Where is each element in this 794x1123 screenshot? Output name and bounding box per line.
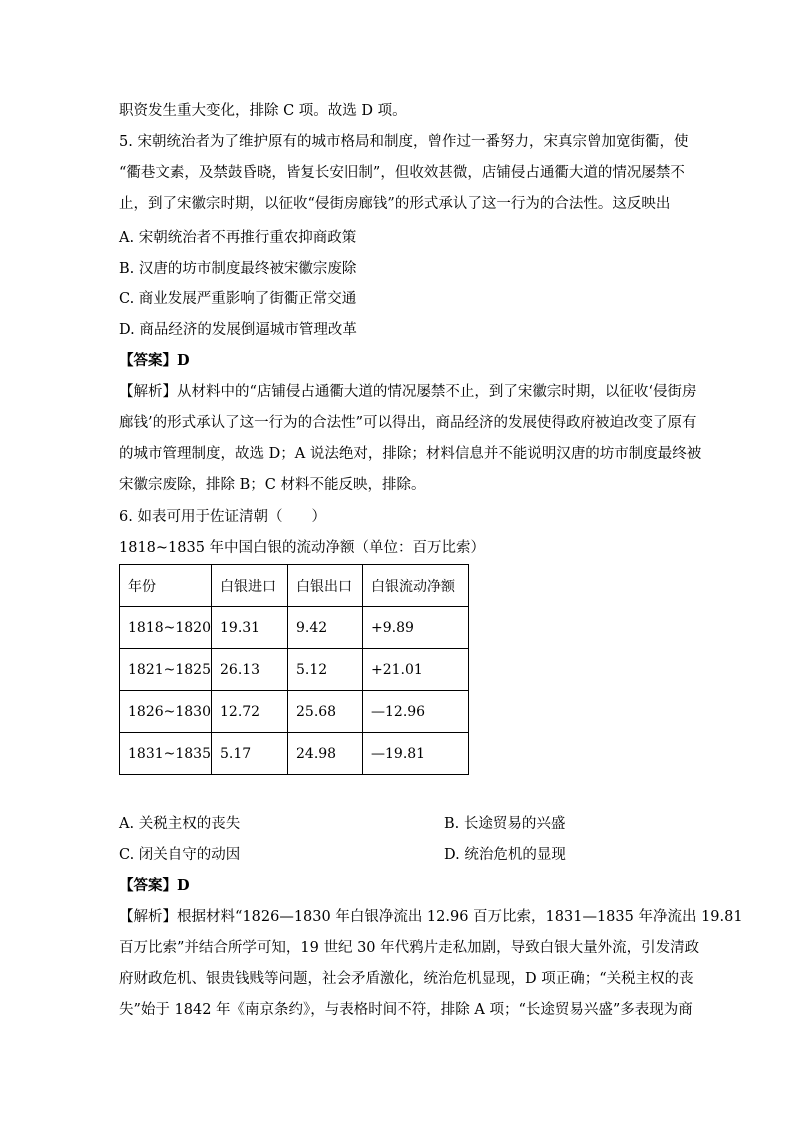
option-b: B. 长途贸易的兴盛 (444, 816, 566, 832)
answer-6: 【答案】D (119, 877, 190, 894)
option-d: D. 商品经济的发展倒逼城市管理改革 (119, 322, 357, 338)
explanation-5: 【解析】从材料中的“店铺侵占通衢大道的情况屡禁不止，到了宋徽宗时期，以征收‘侵街房 (119, 384, 697, 400)
explanation-5: 的城市管理制度，故选 D；A 说法绝对，排除；材料信息并不能说明汉唐的坊市制度最终被 (119, 446, 702, 462)
table-header-cell: 年份 (120, 565, 212, 607)
explanation-6: 失”始于 1842 年《南京条约》，与表格时间不符，排除 A 项；“长途贸易兴盛”多表现为商 (119, 1002, 693, 1018)
table-cell: 12.72 (212, 691, 288, 733)
option-c: C. 商业发展严重影响了街衢正常交通 (119, 291, 357, 307)
option-a: A. 关税主权的丧失 (119, 816, 241, 832)
explanation-6: 府财政危机、银贵钱贱等问题，社会矛盾激化，统治危机显现，D 项正确；“关税主权的丧 (119, 971, 694, 987)
table-cell: 5.17 (212, 733, 288, 775)
table-caption: 1818~1835 年中国白银的流动净额（单位：百万比索） (119, 540, 486, 556)
table-row (120, 649, 469, 691)
table-cell: 25.68 (288, 691, 363, 733)
text-line: 职资发生重大变化，排除 C 项。故选 D 项。 (119, 103, 407, 119)
question-6-text: 6. 如表可用于佐证清朝（ ） (119, 509, 326, 525)
table-cell: 9.42 (288, 607, 363, 649)
option-d: D. 统治危机的显现 (444, 847, 566, 863)
table-cell: 1831~1835 (120, 733, 212, 775)
table-row (120, 733, 469, 775)
question-5-text: “衢巷文素，及禁鼓昏晓，皆复长安旧制”，但收效甚微，店铺侵占通衢大道的情况屡禁不 (119, 165, 685, 181)
question-5-text: 5. 宋朝统治者为了维护原有的城市格局和制度，曾作过一番努力，宋真宗曾加宽街衢，使 (119, 134, 689, 150)
table-cell: +21.01 (363, 649, 469, 691)
table-row (120, 607, 469, 649)
explanation-6: 【解析】根据材料“1826—1830 年白银净流出 12.96 百万比索，1831—1835 年净流出 19.81 (119, 909, 743, 925)
table-header-cell: 白银出口 (288, 565, 363, 607)
table-cell: +9.89 (363, 607, 469, 649)
question-5-text: 止，到了宋徽宗时期，以征收“侵街房廊钱”的形式承认了这一行为的合法性。这反映出 (119, 196, 671, 212)
table-cell: —12.96 (363, 691, 469, 733)
table-cell: 1818~1820 (120, 607, 212, 649)
table-header-row (120, 565, 469, 607)
table-header-cell: 白银流动净额 (363, 565, 469, 607)
table-cell: 5.12 (288, 649, 363, 691)
table-cell: 19.31 (212, 607, 288, 649)
table-header-cell: 白银进口 (212, 565, 288, 607)
option-c: C. 闭关自守的动因 (119, 847, 241, 863)
explanation-5: 宋徽宗废除，排除 B；C 材料不能反映，排除。 (119, 477, 426, 493)
explanation-6: 百万比索”并结合所学可知，19 世纪 30 年代鸦片走私加剧，导致白银大量外流，引发清政 (119, 940, 700, 956)
silver-flow-table (119, 564, 469, 775)
answer-5: 【答案】D (119, 352, 190, 369)
explanation-5: 廊钱’的形式承认了这一行为的合法性”可以得出，商品经济的发展使得政府被迫改变了原有 (119, 415, 697, 431)
option-b: B. 汉唐的坊市制度最终被宋徽宗废除 (119, 261, 357, 277)
table-cell: 1821~1825 (120, 649, 212, 691)
table-cell: —19.81 (363, 733, 469, 775)
option-a: A. 宋朝统治者不再推行重农抑商政策 (119, 230, 357, 246)
table-row (120, 691, 469, 733)
table-cell: 24.98 (288, 733, 363, 775)
table-cell: 1826~1830 (120, 691, 212, 733)
table-cell: 26.13 (212, 649, 288, 691)
